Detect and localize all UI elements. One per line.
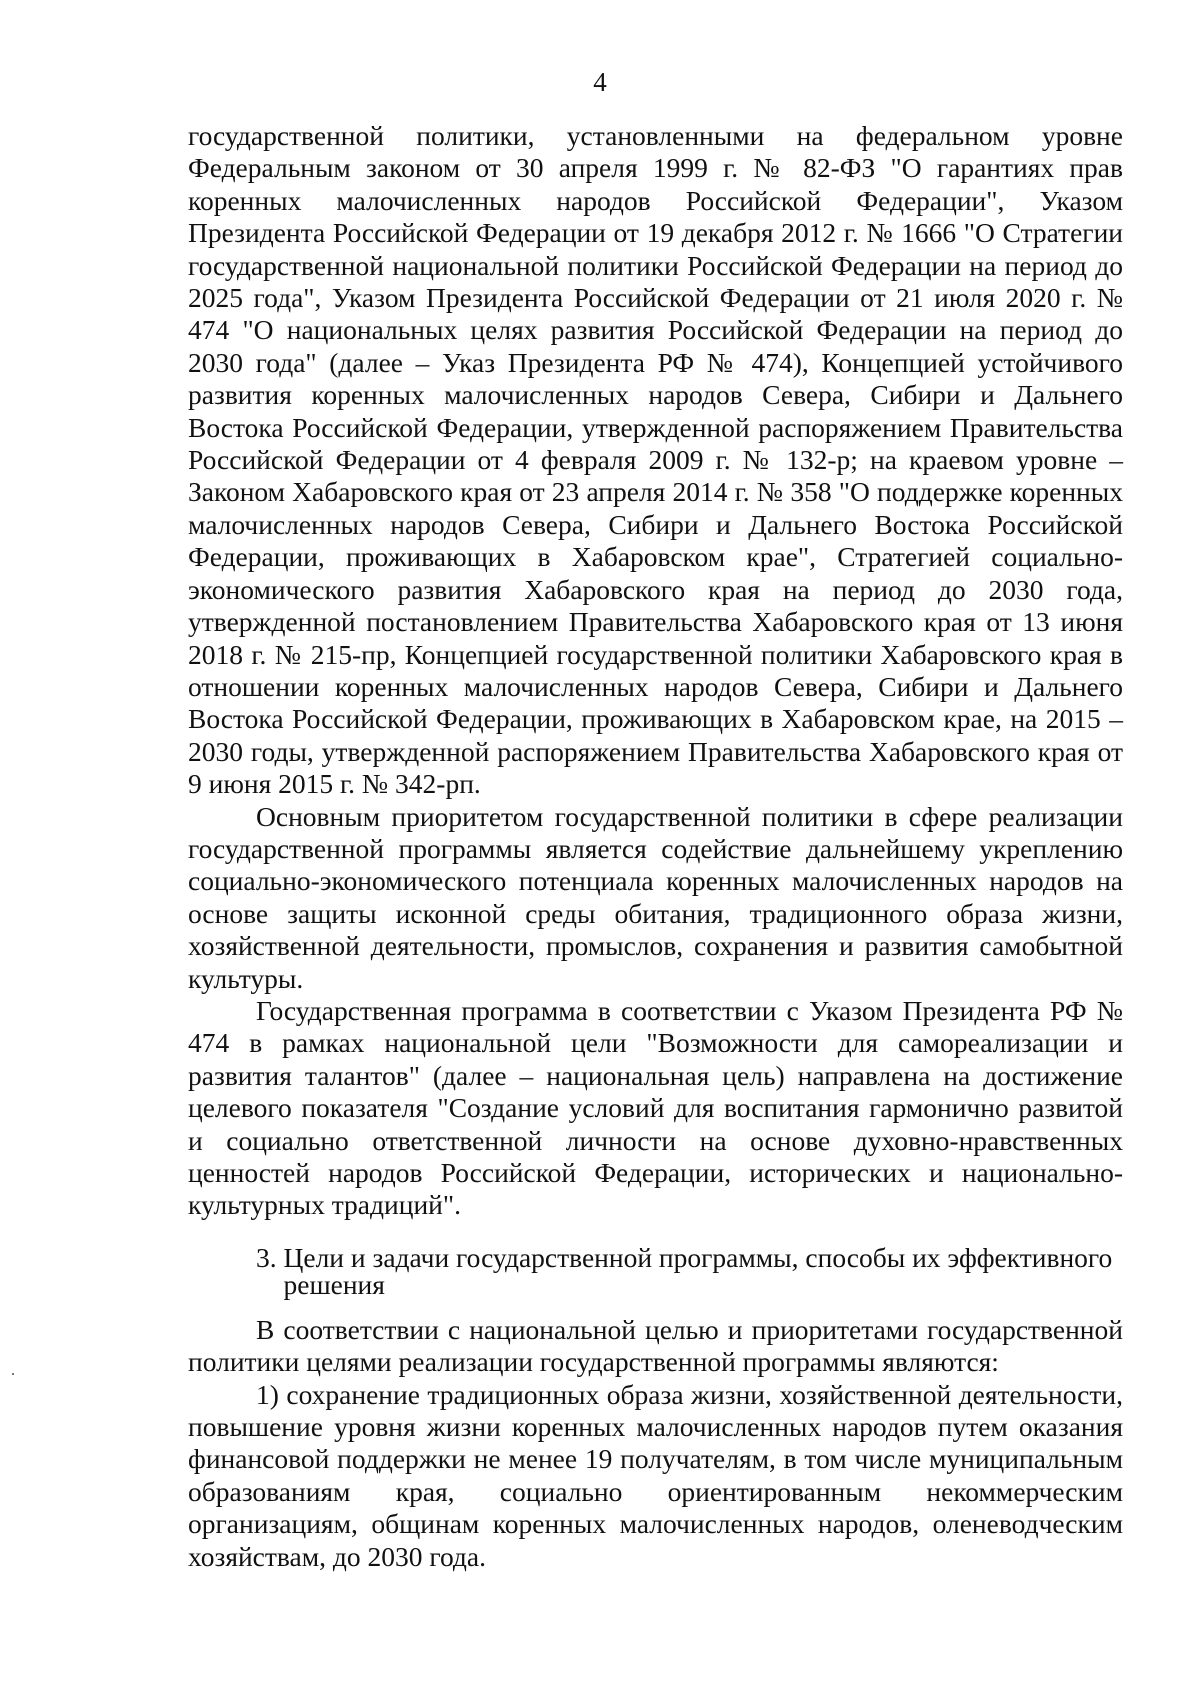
section-number: 3. — [256, 1241, 284, 1273]
paragraph-main-priority: Основным приоритетом государственной политики в сфере реализации государственной программы является содействие дальнейшему укреплению социально-экономического потенциала коренных малочисленных народов на основе защиты исконной среды обитания, традиционного образа жизни, хозяйственной деятельности, промыслов, сохранения и развития самобытной культуры. — [188, 800, 1123, 994]
scan-artifact — [12, 1373, 14, 1375]
paragraph-goals-intro: В соответствии с национальной целью и приоритетами государственной политики целями реализации государственной программы являются: — [188, 1313, 1123, 1378]
section-title: Цели и задачи государственной программы, способы их эффективного решения — [283, 1241, 1113, 1300]
page-number: 4 — [593, 67, 607, 97]
paragraph-national-goal: Государственная программа в соответствии с Указом Президента РФ № 474 в рамках национальной цели "Возможности для самореализации и развития талантов" (далее – национальная цель) направлена на достижение целевого показателя "Создание условий для воспитания гармонично развитой и социально ответственной личности на основе духовно-нравственных ценностей народов Российской Федерации, исторических и национально-культурных традиций". — [188, 994, 1123, 1221]
document-body — [188, 120, 1123, 1573]
paragraph-legal-basis: государственной политики, установленными на федеральном уровне Федеральным законом от 30 апреля 1999 г. № 82-ФЗ "О гарантиях прав коренных малочисленных народов Российской Федерации", Указом Президента Российской Федерации от 19 декабря 2012 г. № 1666 "О Стратегии государственной национальной политики Российской Федерации на период до 2025 года", Указом Президента Российской Федерации от 21 июля 2020 г. № 474 "О национальных целях развития Российской Федерации на период до 2030 года" (далее – Указ Президента РФ № 474), Концепцией устойчивого развития коренных малочисленных народов Севера, Сибири и Дальнего Востока Российской Федерации, утвержденной распоряжением Правительства Российской Федерации от 4 февраля 2009 г. № 132-р; на краевом уровне – Законом Хабаровского края от 23 апреля 2014 г. № 358 "О поддержке коренных малочисленных народов Севера, Сибири и Дальнего Востока Российской Федерации, проживающих в Хабаровском крае", Стратегией социально-экономического развития Хабаровского края на период до 2030 года, утвержденной постановлением Правительства Хабаровского края от 13 июня 2018 г. № 215-пр, Концепцией государственной политики Хабаровского края в отношении коренных малочисленных народов Севера, Сибири и Дальнего Востока Российской Федерации, проживающих в Хабаровском крае, на 2015 – 2030 годы, утвержденной распоряжением Правительства Хабаровского края от 9 июня 2015 г. № 342-рп. — [188, 120, 1123, 800]
section-heading — [256, 1241, 1123, 1300]
list-item-goal-1: 1) сохранение традиционных образа жизни, хозяйственной деятельности, повышение уровня жизни коренных малочисленных народов путем оказания финансовой поддержки не менее 19 получателям, в том числе муниципальным образованиям края, социально ориентированным некоммерческим организациям, общинам коренных малочисленных народов, оленеводческим хозяйствам, до 2030 года. — [188, 1378, 1123, 1572]
